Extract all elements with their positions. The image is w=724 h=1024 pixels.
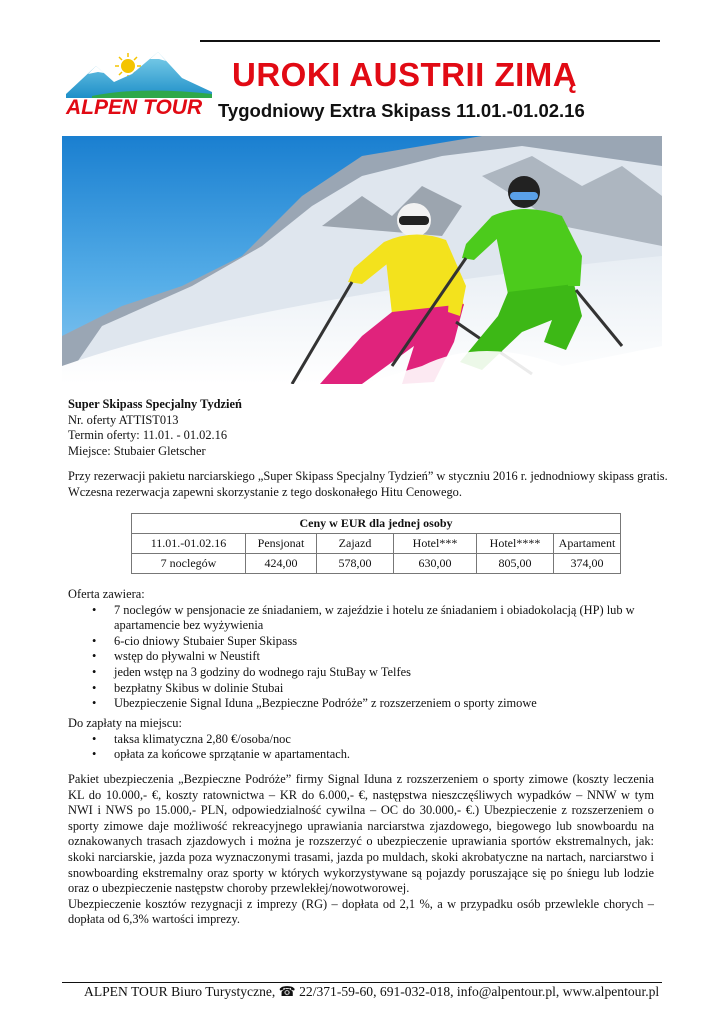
table-row bbox=[132, 554, 621, 574]
table-header-cell: Pensjonat bbox=[246, 534, 317, 554]
intro-text bbox=[68, 469, 668, 500]
offer-name: Super Skipass Specjalny Tydzień bbox=[68, 397, 242, 411]
skiers-photo bbox=[62, 136, 662, 384]
offer-dates: Termin oferty: 11.01. - 01.02.16 bbox=[68, 428, 228, 443]
offer-details bbox=[68, 397, 664, 459]
table-caption: Ceny w EUR dla jednej osoby bbox=[132, 514, 621, 534]
table-caption-row bbox=[132, 514, 621, 534]
table-header-cell: Hotel**** bbox=[477, 534, 554, 554]
payable-section bbox=[68, 716, 668, 763]
table-cell: 578,00 bbox=[317, 554, 394, 574]
table-header-cell: Apartament bbox=[554, 534, 621, 554]
sun-icon bbox=[121, 59, 135, 73]
bullet-icon: • bbox=[92, 602, 97, 617]
table-header-row bbox=[132, 534, 621, 554]
insurance-paragraph: Ubezpieczenie kosztów rezygnacji z imprezy (RG) – dopłata od 2,1 %, a w przypadku osób przewlekle chorych – dopłata od 6,3% wartości imprezy. bbox=[68, 896, 654, 927]
page-subtitle: Tygodniowy Extra Skipass 11.01.-01.02.16 bbox=[218, 100, 585, 121]
bullet-icon: • bbox=[92, 731, 97, 746]
insurance-section bbox=[68, 772, 654, 928]
includes-title: Oferta zawiera: bbox=[68, 587, 145, 601]
offer-place: Miejsce: Stubaier Gletscher bbox=[68, 443, 206, 458]
offer-number: Nr. oferty ATTIST013 bbox=[68, 412, 179, 427]
table-header-cell: Hotel*** bbox=[394, 534, 477, 554]
list-item: • 7 noclegów w pensjonacie ze śniadaniem, w zajeździe i hotelu ze śniadaniem i obiadokolacją (HP) lub w apartamencie bez wyżywienia bbox=[92, 602, 635, 633]
payable-title: Do zapłaty na miejscu: bbox=[68, 716, 182, 730]
list-item: • taksa klimatyczna 2,80 €/osoba/noc bbox=[92, 731, 291, 746]
bullet-icon: • bbox=[92, 680, 97, 695]
list-item: • Ubezpieczenie Signal Iduna „Bezpieczne Podróże” z rozszerzeniem o sporty zimowe bbox=[92, 696, 537, 711]
bullet-icon: • bbox=[92, 633, 97, 648]
intro-line: Wczesna rezerwacja zapewni skorzystanie z tego doskonałego Hitu Cenowego. bbox=[68, 484, 462, 499]
list-item: • 6-cio dniowy Stubaier Super Skipass bbox=[92, 633, 298, 648]
table-cell: 805,00 bbox=[477, 554, 554, 574]
payable-list bbox=[68, 732, 668, 763]
price-table bbox=[131, 513, 621, 574]
footer-contact: 22/371-59-60, 691-032-018, info@alpentour.pl, www.alpentour.pl bbox=[299, 984, 660, 999]
list-item: • opłata za końcowe sprzątanie w apartamentach. bbox=[92, 747, 350, 762]
list-item: • jeden wstęp na 3 godziny do wodnego raju StuBay w Telfes bbox=[92, 664, 411, 679]
alpen-tour-logo bbox=[62, 48, 218, 118]
includes-section bbox=[68, 587, 668, 712]
table-cell: 424,00 bbox=[246, 554, 317, 574]
bullet-icon: • bbox=[92, 747, 97, 762]
bullet-icon: • bbox=[92, 696, 97, 711]
footer bbox=[84, 984, 659, 1000]
includes-list bbox=[68, 603, 668, 712]
list-item: • bezpłatny Skibus w dolinie Stubai bbox=[92, 680, 284, 695]
insurance-paragraph: Pakiet ubezpieczenia „Bezpieczne Podróże” firmy Signal Iduna z rozszerzeniem o sporty zimowe (koszty leczenia KL do 10.000,- €, koszty ratownictwa – KR do 6.000,- €, następstwa nieszczęśliwych wypadków – NNW w tym NWI i NWS po 15.000,- PLN, odpowiedzialność cywilna – OC do 30.000,- €.) Ubezpieczenie z rozszerzeniem o sporty zimowe daje możliwość rekreacyjnego uprawiania narciarstwa zjazdowego, biegowego lub snowboardu na oznakowanych trasach zjazdowych i można je rozszerzyć o ubezpieczenie uprawiania sportów ekstremalnych, jak: skoki narciarskie, jazda poza wyznaczonymi trasami, jazda po muldach, skoki akrobatyczne na nartach, narciarstwo i snowboarding ekstremalny oraz sporty w których wykorzystywane są pojazdy poruszające się po śniegu lub lodzie oraz o ubezpieczenie następstw choroby przewlekłej/nowotworowej. bbox=[68, 772, 654, 896]
bullet-icon: • bbox=[92, 649, 97, 664]
footer-rule bbox=[62, 982, 662, 983]
footer-company: ALPEN TOUR Biuro Turystyczne, bbox=[84, 984, 276, 999]
list-item: • wstęp do pływalni w Neustift bbox=[92, 649, 260, 664]
table-cell: 630,00 bbox=[394, 554, 477, 574]
table-cell: 7 noclegów bbox=[132, 554, 246, 574]
telephone-icon: ☎ bbox=[278, 984, 296, 999]
table-header-cell: Zajazd bbox=[317, 534, 394, 554]
table-cell: 374,00 bbox=[554, 554, 621, 574]
page-title: UROKI AUSTRII ZIMĄ bbox=[232, 56, 578, 93]
table-header-cell: 11.01.-01.02.16 bbox=[132, 534, 246, 554]
bullet-icon: • bbox=[92, 664, 97, 679]
header-rule bbox=[200, 40, 660, 42]
svg-text:ALPEN TOUR: ALPEN TOUR bbox=[66, 96, 203, 118]
intro-line: Przy rezerwacji pakietu narciarskiego „Super Skipass Specjalny Tydzień” w styczniu 2016 r. jednodniowy skipass gratis. bbox=[68, 469, 668, 483]
